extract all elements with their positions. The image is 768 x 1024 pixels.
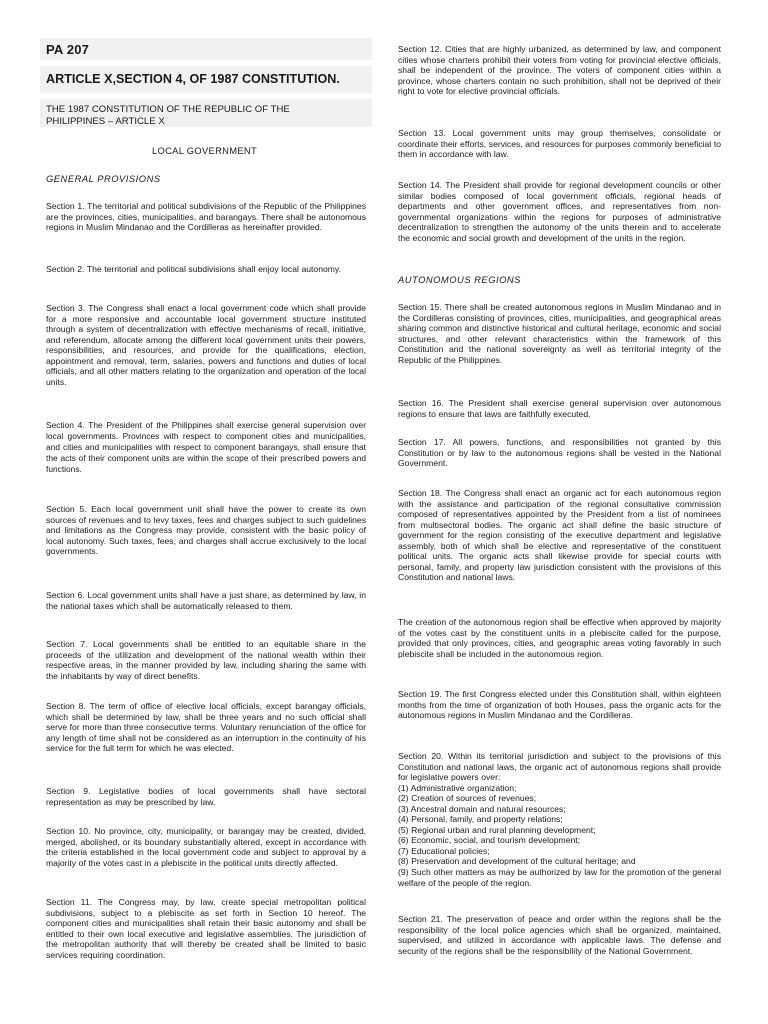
section-1: Section 1. The territorial and political subdivisions of the Republic of the Philippines are the provinces, cities, municipalities, and barangays. There shall be autonomous regions in Muslim Mindanao and the Cordilleras as hereinafter provided. — [46, 201, 366, 233]
list-item: (8) Preservation and development of the cultural heritage; and — [398, 856, 636, 867]
list-item: (9) Such other matters as may be authorized by law for the promotion of the general welfare of the people of the region. — [398, 867, 721, 888]
section-9: Section 9. Legislative bodies of local governments shall have sectoral representation as may be prescribed by law. — [46, 786, 366, 807]
section-8: Section 8. The term of office of elective local officials, except barangay officials, which shall be determined by law, shall be three years and no such official shall serve for more than three consecutive terms. Voluntary renunciation of the office for any length of time shall not be considered as an interruption in the continuity of his service for the full term for which he was elected. — [46, 701, 366, 754]
section-4: Section 4. The President of the Philippines shall exercise general supervision over local governments. Provinces with respect to component cities and municipalities, and cities and municipalities with respect to component barangays, shall ensure that the acts of their component units are within the scope of their prescribed powers and functions. — [46, 420, 366, 475]
section-12: Section 12. Cities that are highly urbanized, as determined by law, and component cities whose charters prohibit their voters from voting for provincial elective officials, shall be independent of the province. The voters of component cities within a province, whose charters contain no such prohibition, shall not be deprived of their right to vote for elective provincial officials. — [398, 44, 721, 97]
list-item: (6) Economic, social, and tourism development; — [398, 835, 581, 846]
section-2: Section 2. The territorial and political subdivisions shall enjoy local autonomy. — [46, 264, 341, 274]
section-10: Section 10. No province, city, municipality, or barangay may be created, divided, merged, abolished, or its boundary substantially altered, except in accordance with the criteria established in the local government code and subject to approval by a majority of the votes cast in a plebiscite in the political units directly affected. — [46, 826, 366, 868]
list-item: (7) Educational policies; — [398, 845, 490, 856]
list-item: (4) Personal, family, and property relations; — [398, 814, 563, 825]
section-13: Section 13. Local government units may group themselves, consolidate or coordinate their efforts, services, and resources for purposes commonly beneficial to them in accordance with law. — [398, 128, 721, 160]
section-7: Section 7. Local governments shall be entitled to an equitable share in the proceeds of the utilization and development of the national wealth within their respective areas, in the manner provided by law, including sharing the same with the inhabitants by way of direct benefits. — [46, 639, 366, 681]
section-15: Section 15. There shall be created autonomous regions in Muslim Mindanao and in the Cordilleras consisting of provinces, cities, municipalities, and geographical areas sharing common and distinctive historical and cultural heritage, economic and social structures, and other relevant characteristics within the framework of this Constitution and the national sovereignty as well as territorial integrity of the Republic of the Philippines. — [398, 302, 721, 365]
section-18-paragraph-2: The creation of the autonomous region shall be effective when approved by majority of the votes cast by the constituent units in a plebiscite called for the purpose, provided that only provinces, cities, and geographic areas voting favorably in such plebiscite shall be included in the autonomous region. — [398, 617, 721, 659]
section-18: Section 18. The Congress shall enact an organic act for each autonomous region with the assistance and participation of the regional consultative commission composed of representatives appointed by the President from a list of nominees from multisectoral bodies. The organic act shall define the basic structure of government for the region consisting of the executive department and legislative assembly, both of which shall be elective and representative of the constituent political units. The organic acts shall likewise provide for special courts with personal, family, and property law jurisdiction consistent with the provisions of this Constitution and national laws. — [398, 488, 721, 583]
document-code: PA 207 — [46, 42, 90, 57]
section-3: Section 3. The Congress shall enact a local government code which shall provide for a more responsive and accountable local government structure instituted through a system of decentralization with effective mechanisms of recall, initiative, and referendum, allocate among the different local government units their powers, responsibilities, and resources, and provide for the qualifications, election, appointment and removal, term, salaries, powers and functions and duties of local officials, and all other matters relating to the organization and operation of the local units. — [46, 303, 366, 387]
article-title: ARTICLE X,SECTION 4, OF 1987 CONSTITUTION. — [46, 72, 340, 86]
constitution-title: THE 1987 CONSTITUTION OF THE REPUBLIC OF THE PHILIPPINES – ARTICLE X — [46, 104, 290, 127]
section-11: Section 11. The Congress may, by law, create special metropolitan political subdivisions, subject to a plebiscite as set forth in Section 10 hereof. The component cities and municipalities shall retain their basic autonomy and shall be entitled to their own local executive and legislative assemblies. The jurisdiction of the metropolitan authority that will thereby be created shall be limited to basic services requiring coordination. — [46, 897, 366, 960]
section-heading: GENERAL PROVISIONS — [46, 173, 161, 184]
section-6: Section 6. Local government units shall have a just share, as determined by law, in the national taxes which shall be automatically released to them. — [46, 590, 366, 611]
list-item: (2) Creation of sources of revenues; — [398, 793, 537, 804]
list-item: (3) Ancestral domain and natural resources; — [398, 803, 566, 814]
list-item: (5) Regional urban and rural planning development; — [398, 824, 596, 835]
subheading: LOCAL GOVERNMENT — [152, 145, 257, 156]
section-17: Section 17. All powers, functions, and responsibilities not granted by this Constitution or by law to the autonomous regions shall be vested in the National Government. — [398, 437, 721, 469]
section-21: Section 21. The preservation of peace and order within the regions shall be the responsibility of the local police agencies which shall be organized, maintained, supervised, and utilized in accordance with applicable laws. The defense and security of the regions shall be the responsibility of the National Government. — [398, 914, 721, 956]
list-item: (1) Administrative organization; — [398, 782, 517, 793]
section-heading: AUTONOMOUS REGIONS — [398, 274, 521, 285]
section-16: Section 16. The President shall exercise general supervision over autonomous regions to ensure that laws are faithfully executed. — [398, 398, 721, 419]
section-19: Section 19. The first Congress elected under this Constitution shall, within eighteen months from the time of organization of both Houses, pass the organic acts for the autonomous regions in Muslim Mindanao and the Cordilleras. — [398, 689, 721, 721]
section-14: Section 14. The President shall provide for regional development councils or other similar bodies composed of local government officials, regional heads of departments and other government offices, and representatives from non-governmental organizations within the regions for purposes of administrative decentralization to strengthen the autonomy of the units therein and to accelerate the economic and social growth and development of the units in the region. — [398, 180, 721, 243]
section-20 — [398, 751, 721, 888]
section-5: Section 5. Each local government unit shall have the power to create its own sources of revenues and to levy taxes, fees and charges subject to such guidelines and limitations as the Congress may provide, consistent with the basic policy of local autonomy. Such taxes, fees, and charges shall accrue exclusively to the local governments. — [46, 504, 366, 557]
section-20-intro: Section 20. Within its territorial jurisdiction and subject to the provisions of this Constitution and national laws, the organic act of autonomous regions shall provide for legislative powers over: — [398, 751, 721, 783]
header-band — [40, 38, 372, 60]
